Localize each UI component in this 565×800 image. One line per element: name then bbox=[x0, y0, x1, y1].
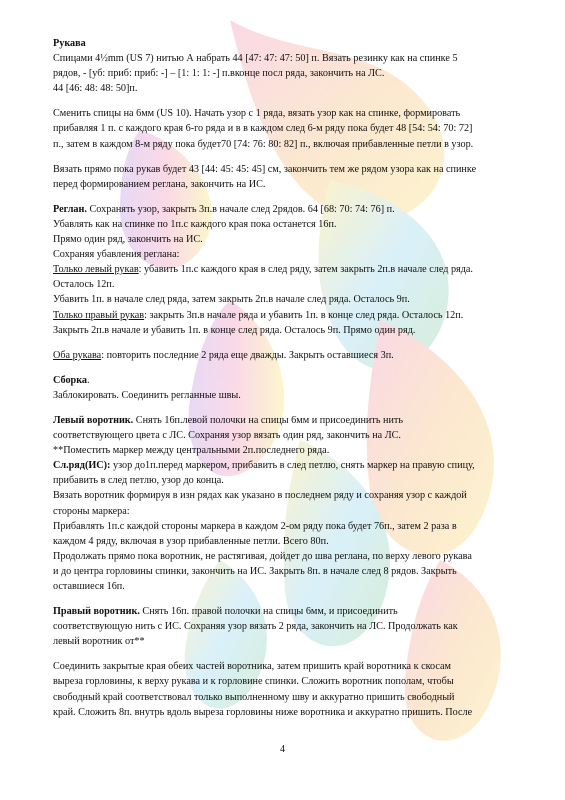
text-span: : повторить последние 2 ряда еще дважды. Закрыть оставшиеся 3п. bbox=[101, 349, 394, 361]
text-span: : убавить 1п.с каждого края в след ряду, затем закрыть 2п.в начале след ряда. bbox=[138, 264, 473, 276]
text-line: Прямо один ряд, закончить на ИС. bbox=[53, 234, 203, 246]
right-collar-label: Правый воротник. bbox=[53, 606, 140, 618]
text-line: п., затем в каждом 8-м ряду пока будет70 [74: 76: 80: 82] п., включая прибавленные петли в узор. bbox=[53, 138, 474, 150]
left-sleeve-label: Только левый рукав bbox=[53, 264, 139, 276]
next-row-line bbox=[53, 458, 525, 473]
text-line: Спицами 4½mm (US 7) нитью А набрать 44 [47: 47: 47: 50] п. Вязать резинку как на спинке 5 bbox=[53, 53, 458, 65]
text-line: Убавлять как на спинке по 1п.с каждого края пока останется 16п. bbox=[53, 218, 337, 230]
text-line: прибавить в след петлю, узор до конца. bbox=[53, 475, 224, 487]
text-line: соответствующую нить с ИС. Сохраняя узор вязать 2 ряда, закончить на ЛС. Продолжать как bbox=[53, 621, 458, 633]
text-line: и до центра горловины спинки, закончить на ИС. Закрыть 8п. в начале след 8 рядов. Закрыть bbox=[53, 565, 457, 577]
text-line: Вязать прямо пока рукав будет 43 [44: 45: 45: 45] см, закончить тем же рядом узора как на спинке bbox=[53, 163, 477, 175]
text-line: Сменить спицы на 6мм (US 10). Начать узор с 1 ряда, вязать узор как на спинке, формировать bbox=[53, 108, 461, 120]
text-span: Снять 16п.левой полочки на спицы 6мм и присоединить нить bbox=[133, 414, 404, 426]
left-collar-paragraph bbox=[53, 413, 525, 428]
both-sleeves-label: Оба рукава bbox=[53, 349, 102, 361]
text-line: каждом 4 ряду, включая в узор прибавленные петли. Всего 80п. bbox=[53, 535, 329, 547]
text-line: **Поместить маркер между центральными 2п.последнего ряда. bbox=[53, 445, 330, 457]
section-heading-sleeves: Рукава bbox=[53, 38, 86, 49]
text-line: стороны маркера: bbox=[53, 505, 130, 517]
text-span: : закрыть 3п.в начале ряда и убавить 1п. в конце след ряда. Осталось 12п. bbox=[144, 309, 464, 321]
raglan-label: Реглан. bbox=[53, 203, 87, 215]
text-span: Сохранять узор, закрыть 3п.в начале след 2рядов. 64 [68: 70: 74: 76] п. bbox=[86, 203, 395, 215]
text-line: Сохраняя убавления реглана: bbox=[53, 249, 180, 261]
text-line: Соединить закрытые края обеих частей воротника, затем пришить край воротника к скосам bbox=[53, 661, 452, 673]
text-line: рядов, - [уб: приб: приб: -] – [1: 1: 1: -] п.вконце посл ряда, закончить на ЛС. bbox=[53, 68, 385, 80]
text-line: Осталось 12п. bbox=[53, 279, 115, 291]
text-span: узор до1п.перед маркером, прибавить в след петлю, снять маркер на правую спицу, bbox=[110, 460, 475, 472]
text-line: Заблокировать. Соединить регланные швы. bbox=[53, 389, 241, 401]
text-line: Убавить 1п. в начале след ряда, затем закрыть 2п.в начале след ряда. Осталось 9п. bbox=[53, 294, 410, 306]
right-collar-paragraph bbox=[53, 604, 525, 619]
both-sleeves-line bbox=[53, 348, 525, 363]
right-sleeve-line bbox=[53, 308, 525, 323]
text-line: край. Сложить 8п. внутрь вдоль выреза горловины ниже воротника и аккуратно пришить. После bbox=[53, 706, 473, 718]
left-collar-label: Левый воротник. bbox=[53, 414, 134, 426]
text-span: . bbox=[87, 374, 90, 386]
raglan-paragraph bbox=[53, 202, 525, 217]
next-row-label: Сл.ряд(ИС): bbox=[53, 460, 111, 472]
left-sleeve-line bbox=[53, 262, 525, 277]
right-sleeve-label: Только правый рукав bbox=[53, 309, 145, 321]
page-number: 4 bbox=[280, 744, 285, 755]
text-line: левый воротник от** bbox=[53, 636, 145, 648]
section-heading-assembly: Сборка bbox=[53, 374, 88, 386]
assembly-heading bbox=[53, 373, 525, 388]
text-line: свободный край соответствовал только выполненному шву и аккуратно пришить свободный bbox=[53, 691, 455, 703]
text-span: Снять 16п. правой полочки на спицы 6мм, и присоединить bbox=[139, 606, 398, 618]
text-line: соответствующего цвета с ЛС. Сохраняя узор вязать один ряд, закончить на ЛС. bbox=[53, 430, 401, 442]
text-line: перед формированием реглана, закончить на ИС. bbox=[53, 178, 266, 190]
text-line: прибавляя 1 п. с каждого края 6-го ряда и в в каждом след 6-м ряду пока будет 48 [54: 54: 70: 72] bbox=[53, 123, 473, 135]
text-line: оставшиеся 16п. bbox=[53, 581, 125, 592]
text-line: Вязать воротник формируя в изн рядах как указано в последнем ряду и сохраняя узор с каждой bbox=[53, 490, 467, 502]
text-line: 44 [46: 48: 48: 50]п. bbox=[53, 83, 138, 95]
text-line: Продолжать прямо пока воротник, не растягивая, дойдет до шва реглана, по верху левого рукава bbox=[53, 550, 472, 562]
text-line: Прибавлять 1п.с каждой стороны маркера в каждом 2-ом ряду пока будет 76п., затем 2 раза в bbox=[53, 520, 457, 532]
text-line: Закрыть 2п.в начале и убавить 1п. в конце след ряда. Осталось 9п. Прямо один ряд. bbox=[53, 324, 416, 336]
document-page bbox=[53, 36, 525, 720]
text-line: выреза горловины, к верху рукава и к горловине спинки. Сложить воротник пополам, чтобы bbox=[53, 676, 454, 688]
